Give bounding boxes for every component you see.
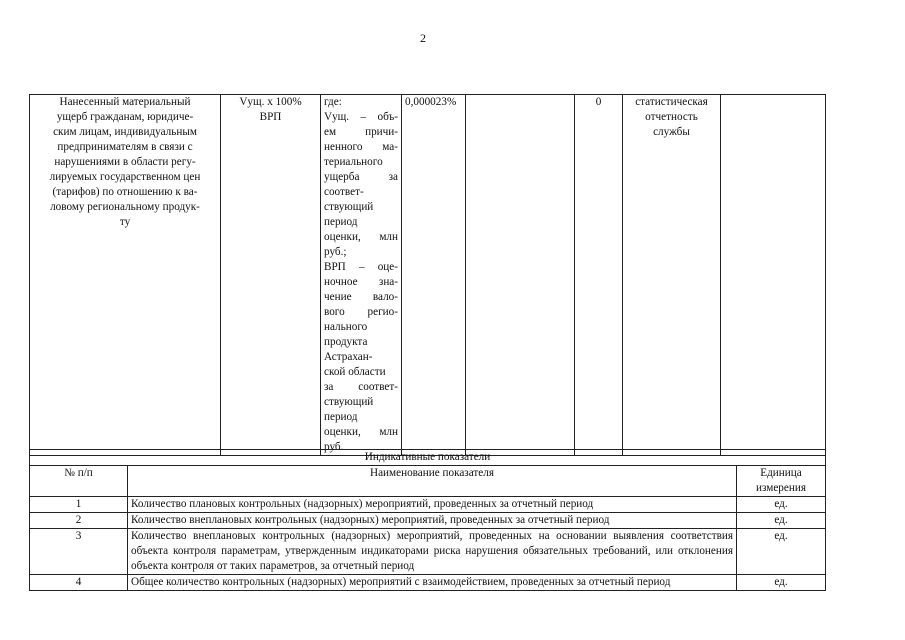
where-line: Vущ. – объ- [324,111,398,123]
row-unit: ед. [737,497,826,513]
indicator-name-cell [30,95,221,456]
table-row [30,497,826,513]
where-line: нального [324,321,368,333]
where-line: ствующий [324,396,374,408]
where-line: период [324,411,358,423]
where-line: продукта [324,336,368,348]
table-row [30,513,826,529]
where-line: ем причи- [324,126,398,138]
source-cell [623,95,721,456]
row-number: 2 [30,513,128,529]
header-unit-line: измерения [756,482,806,494]
indicator-name-line: Нанесенный материальный [59,96,191,108]
header-row [30,466,826,497]
where-line: период [324,216,358,228]
indicator-name-line: ущерб гражданам, юридиче- [56,111,194,123]
row-name: Общее количество контрольных (надзорных) мероприятий с взаимодействием, проведенных за отчетный период [128,575,737,591]
where-line: териального [324,156,383,168]
where-line: ВРП – оце- [324,261,398,273]
indicative-indicators-table [29,449,826,591]
where-line: где: [324,96,342,108]
where-line: оценки, млн [324,426,398,438]
row-name: Количество внеплановых контрольных (надзорных) мероприятий, проведенных за отчетный период [128,513,737,529]
row-name: Количество плановых контрольных (надзорных) мероприятий, проведенных за отчетный период [128,497,737,513]
indicator-name-line: лируемых государственном цен [49,171,201,183]
where-line: ненного ма- [324,141,398,153]
blank-cell [721,95,826,456]
indicator-name-line: ским лицам, индивидуальным [53,126,197,138]
value-cell: 0,000023% [402,95,466,456]
row-unit: ед. [737,529,826,575]
indicator-row [30,95,826,456]
header-unit [737,466,826,497]
where-line: соответ- [324,186,364,198]
row-unit: ед. [737,513,826,529]
source-line: статистическая [635,96,708,108]
where-line: руб.; [324,246,347,258]
row-number: 1 [30,497,128,513]
row-number: 4 [30,575,128,591]
indicator-name-line: нарушениями в области регу- [54,156,196,168]
indicator-name-line: предпринимателям в связи с [57,141,193,153]
row-name: Количество внеплановых контрольных (надзорных) мероприятий, проведенных на основании выявления соответствия объекта контроля параметрам, утвержденным индикаторами риска нарушения обязательных требований, или отклонения объекта контроля от таких параметров, за отчетный период [128,529,737,575]
row-number: 3 [30,529,128,575]
where-line: ущерба за [324,171,398,183]
section-title: Индикативные показатели [30,450,826,466]
where-line: за соответ- [324,381,398,393]
where-line: Астрахан- [324,351,373,363]
formula-explanation-cell [321,95,402,456]
where-line: вого регио- [324,306,398,318]
indicator-table [29,94,826,456]
formula-numerator: Vущ. x 100% [239,96,302,108]
where-line: оценки, млн [324,231,398,243]
header-name: Наименование показателя [128,466,737,497]
where-line: чение вало- [324,291,398,303]
indicator-name-line: (тарифов) по отношению к ва- [52,186,198,198]
where-line: ствующий [324,201,374,213]
source-line: службы [653,126,690,138]
formula-cell [221,95,321,456]
table-row [30,529,826,575]
table-row [30,575,826,591]
indicator-name-line: ловому региональному продук- [50,201,200,213]
page-number: 2 [420,31,426,45]
header-unit-line: Единица [760,467,802,479]
where-line: ской области [324,366,386,378]
target-value-cell: 0 [575,95,623,456]
source-line: отчетность [645,111,698,123]
where-line: ночное зна- [324,276,398,288]
formula-denominator: ВРП [259,111,282,123]
empty-cell [466,95,575,456]
header-number: № п/п [30,466,128,497]
where-line: руб. [324,441,344,453]
indicator-name-line: ту [119,216,131,228]
row-unit: ед. [737,575,826,591]
